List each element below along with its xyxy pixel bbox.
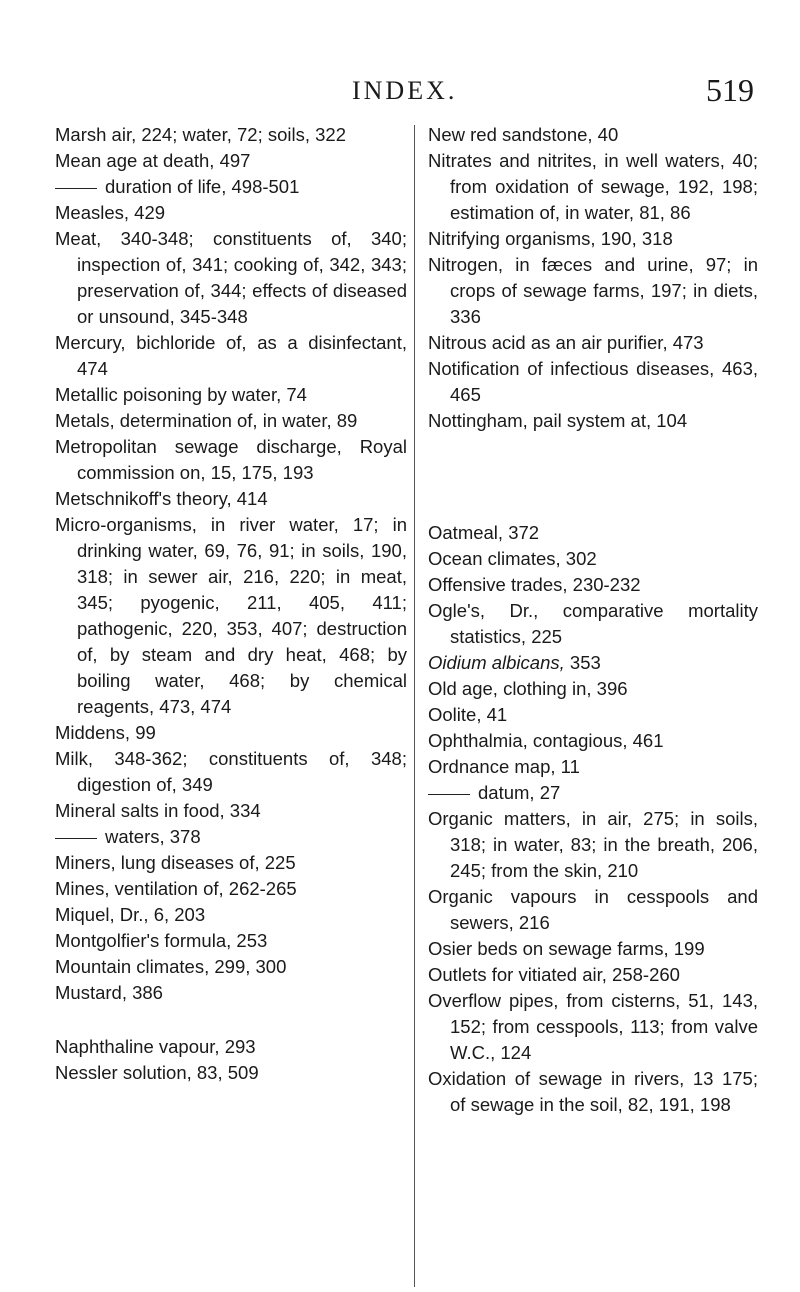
entry-text: Nottingham, pail system at, 104 <box>428 410 688 431</box>
page-header <box>0 72 800 112</box>
entry-text: Offensive trades, 230-232 <box>428 574 641 595</box>
index-subentry <box>55 174 407 200</box>
index-entry <box>428 122 758 148</box>
index-entry <box>55 122 407 148</box>
index-entry <box>428 650 758 676</box>
italic-term: Oidium albicans, <box>428 652 565 673</box>
entry-text: Mean age at death, 497 <box>55 150 251 171</box>
index-entry <box>428 728 758 754</box>
entry-text: Metropolitan sewage discharge, Royal commission on, 15, 175, 193 <box>55 436 407 483</box>
ditto-dash <box>428 794 470 795</box>
index-entry <box>55 720 407 746</box>
entry-text: Oatmeal, 372 <box>428 522 540 543</box>
index-entry <box>428 546 758 572</box>
index-entry <box>55 928 407 954</box>
right-entries-o <box>428 520 758 1118</box>
entry-text: Measles, 429 <box>55 202 166 223</box>
entry-text: Naphthaline vapour, 293 <box>55 1036 256 1057</box>
entry-text: Metallic poisoning by water, 74 <box>55 384 307 405</box>
entry-text: Middens, 99 <box>55 722 156 743</box>
entry-text: Metals, determination of, in water, 89 <box>55 410 358 431</box>
entry-text: Osier beds on sewage farms, 199 <box>428 938 705 959</box>
index-entry <box>428 252 758 330</box>
entry-text: Nitrifying organisms, 190, 318 <box>428 228 673 249</box>
index-entry <box>55 408 407 434</box>
index-entry <box>428 572 758 598</box>
index-entry <box>428 676 758 702</box>
entry-text: Mercury, bichloride of, as a disinfectant, 474 <box>55 332 407 379</box>
index-entry <box>428 962 758 988</box>
index-entry <box>428 702 758 728</box>
column-divider <box>414 125 415 1287</box>
index-entry <box>55 980 407 1006</box>
index-entry <box>55 330 407 382</box>
index-entry <box>428 884 758 936</box>
entry-text: Montgolfier's formula, 253 <box>55 930 268 951</box>
index-subentry <box>55 824 407 850</box>
entry-text: Nitrogen, in fæces and urine, 97; in crops of sewage farms, 197; in diets, 336 <box>428 254 758 327</box>
index-entry <box>55 954 407 980</box>
entry-text: Mineral salts in food, 334 <box>55 800 261 821</box>
entry-text: Organic vapours in cesspools and sewers, 216 <box>428 886 758 933</box>
index-entry <box>55 486 407 512</box>
index-entry <box>55 226 407 330</box>
entry-text: Metschnikoff's theory, 414 <box>55 488 268 509</box>
index-entry <box>55 1034 407 1060</box>
index-entry <box>55 434 407 486</box>
index-entry <box>428 226 758 252</box>
index-entry <box>55 148 407 174</box>
index-entry <box>428 330 758 356</box>
entry-text: Outlets for vitiated air, 258-260 <box>428 964 680 985</box>
index-entry <box>428 520 758 546</box>
index-entry <box>55 200 407 226</box>
entry-text: Overflow pipes, from cisterns, 51, 143, 152; from cesspools, 113; from valve W.C., 124 <box>428 990 758 1063</box>
entry-text: Ocean climates, 302 <box>428 548 597 569</box>
index-entry <box>428 806 758 884</box>
entry-text: Meat, 340-348; constituents of, 340; inspection of, 341; cooking of, 342, 343; preservation of, 344; effects of diseased or unsound, 345-348 <box>55 228 407 327</box>
left-column <box>55 122 407 1086</box>
index-entry <box>428 754 758 780</box>
index-entry <box>55 512 407 720</box>
left-entries-m <box>55 122 407 1006</box>
index-entry <box>428 1066 758 1118</box>
entry-text: Old age, clothing in, 396 <box>428 678 628 699</box>
page-title: INDEX. <box>352 76 458 105</box>
entry-text: Nitrates and nitrites, in well waters, 40; from oxidation of sewage, 192, 198; estimation of, in water, 81, 86 <box>428 150 758 223</box>
entry-text: Oolite, 41 <box>428 704 508 725</box>
right-entries-n <box>428 122 758 434</box>
index-entry <box>428 148 758 226</box>
index-entry <box>55 798 407 824</box>
entry-text: Nitrous acid as an air purifier, 473 <box>428 332 704 353</box>
entry-text: datum, 27 <box>478 782 561 803</box>
entry-text: Notification of infectious diseases, 463, 465 <box>428 358 758 405</box>
index-entry <box>55 902 407 928</box>
entry-text: Mountain climates, 299, 300 <box>55 956 287 977</box>
entry-text: Ogle's, Dr., comparative mortality statistics, 225 <box>428 600 758 647</box>
index-entry <box>55 382 407 408</box>
index-entry <box>428 598 758 650</box>
letter-gap <box>428 434 758 520</box>
entry-text: Mustard, 386 <box>55 982 163 1003</box>
left-entries-n <box>55 1034 407 1086</box>
entry-text: Miquel, Dr., 6, 203 <box>55 904 206 925</box>
index-subentry <box>428 780 758 806</box>
index-entry <box>55 876 407 902</box>
entry-text: Marsh air, 224; water, 72; soils, 322 <box>55 124 347 145</box>
ditto-dash <box>55 188 97 189</box>
entry-text: Organic matters, in air, 275; in soils, 318; in water, 83; in the breath, 206, 245; from the skin, 210 <box>428 808 758 881</box>
ditto-dash <box>55 838 97 839</box>
index-entry <box>428 356 758 408</box>
index-entry <box>55 746 407 798</box>
entry-text: Ophthalmia, contagious, 461 <box>428 730 664 751</box>
entry-text: Milk, 348-362; constituents of, 348; digestion of, 349 <box>55 748 407 795</box>
entry-text: Micro-organisms, in river water, 17; in drinking water, 69, 76, 91; in soils, 190, 318; in sewer air, 216, 220; in meat, 345; pyogenic, 211, 405, 411; pathogenic, 220, 353, 407; destruction of, by steam and dry heat, 468; by boiling water, 468; by chemical reagents, 473, 474 <box>55 514 407 717</box>
index-entry <box>55 1060 407 1086</box>
entry-text: New red sandstone, 40 <box>428 124 619 145</box>
index-entry <box>428 988 758 1066</box>
entry-text: waters, 378 <box>105 826 201 847</box>
entry-text: Nessler solution, 83, 509 <box>55 1062 259 1083</box>
entry-text: Ordnance map, 11 <box>428 756 580 777</box>
page-number: 519 <box>706 72 754 108</box>
index-entry <box>428 408 758 434</box>
letter-gap <box>55 1006 407 1034</box>
entry-text: duration of life, 498-501 <box>105 176 300 197</box>
index-entry <box>55 850 407 876</box>
entry-text: 353 <box>564 652 601 673</box>
index-entry <box>428 936 758 962</box>
entry-text: Oxidation of sewage in rivers, 13 175; of sewage in the soil, 82, 191, 198 <box>428 1068 758 1115</box>
entry-text: Mines, ventilation of, 262-265 <box>55 878 297 899</box>
entry-text: Miners, lung diseases of, 225 <box>55 852 296 873</box>
right-column <box>428 122 758 1118</box>
